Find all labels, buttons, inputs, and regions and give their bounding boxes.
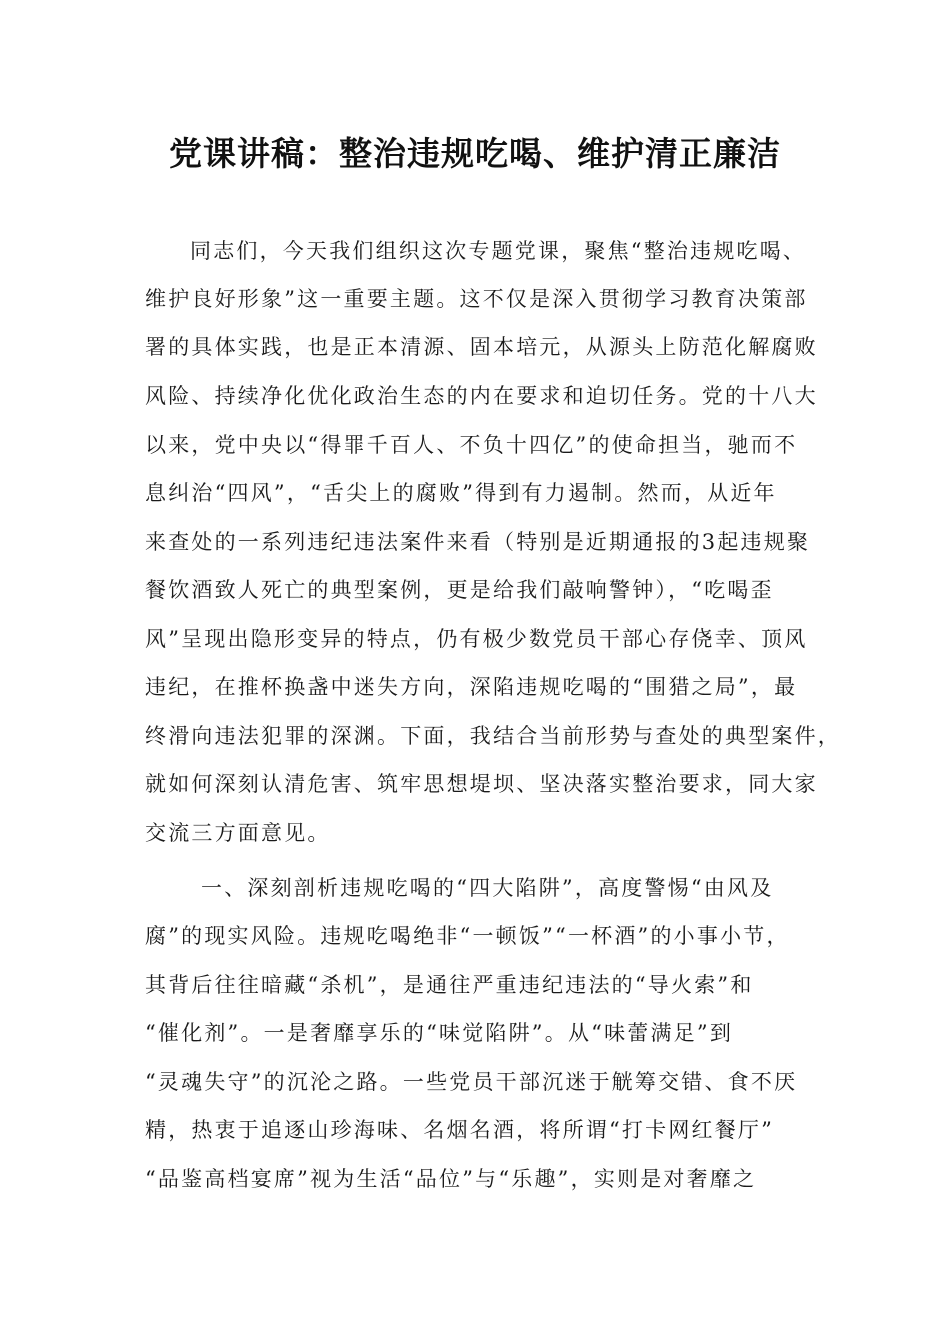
body-line: 违纪，在推杯换盏中迷失方向，深陷违规吃喝的“围猎之局”，最 bbox=[145, 675, 798, 699]
body-line: 风”呈现出隐形变异的特点，仍有极少数党员干部心存侥幸、顶风 bbox=[145, 627, 808, 651]
body-line: 就如何深刻认清危害、筑牢思想堤坝、坚决落实整治要求，同大家 bbox=[145, 772, 818, 796]
body-line: 风险、持续净化优化政治生态的内在要求和迫切任务。党的十八大 bbox=[145, 384, 818, 408]
body-line: “品鉴高档宴席”视为生活“品位”与“乐趣”，实则是对奢靡之 bbox=[145, 1167, 757, 1191]
body-line: “灵魂失守”的沉沦之路。一些党员干部沉迷于觥筹交错、食不厌 bbox=[145, 1070, 798, 1094]
body-line: 交流三方面意见。 bbox=[145, 821, 331, 845]
section-heading-line: 一、深刻剖析违规吃喝的“四大陷阱”，高度警惕“由风及 bbox=[201, 876, 774, 900]
body-line: 维护良好形象”这一重要主题。这不仅是深入贯彻学习教育决策部 bbox=[145, 287, 808, 311]
body-line: 来查处的一系列违纪违法案件来看（特别是近期通报的3起违规聚 bbox=[145, 530, 811, 554]
body-line: 餐饮酒致人死亡的典型案例，更是给我们敲响警钟），“吃喝歪 bbox=[145, 578, 774, 602]
body-line: 息纠治“四风”，“舌尖上的腐败”得到有力遏制。然而，从近年 bbox=[145, 481, 777, 505]
body-line: 终滑向违法犯罪的深渊。下面，我结合当前形势与查处的典型案件， bbox=[145, 724, 841, 748]
body-line: “催化剂”。一是奢靡享乐的“味觉陷阱”。从“味蕾满足”到 bbox=[145, 1021, 734, 1045]
body-line: 以来，党中央以“得罪千百人、不负十四亿”的使命担当，驰而不 bbox=[145, 433, 798, 457]
body-line: 腐”的现实风险。违规吃喝绝非“一顿饭”“一杯酒”的小事小节， bbox=[145, 924, 790, 948]
page-title: 党课讲稿：整治违规吃喝、维护清正廉洁 bbox=[169, 134, 781, 173]
body-line: 精，热衷于追逐山珍海味、名烟名酒，将所谓“打卡网红餐厅” bbox=[145, 1118, 775, 1142]
body-line: 其背后往往暗藏“杀机”，是通往严重违纪违法的“导火索”和 bbox=[145, 973, 754, 997]
body-line: 署的具体实践，也是正本清源、固本培元，从源头上防范化解腐败 bbox=[145, 335, 818, 359]
body-line: 同志们，今天我们组织这次专题党课，聚焦“整治违规吃喝、 bbox=[190, 239, 807, 263]
